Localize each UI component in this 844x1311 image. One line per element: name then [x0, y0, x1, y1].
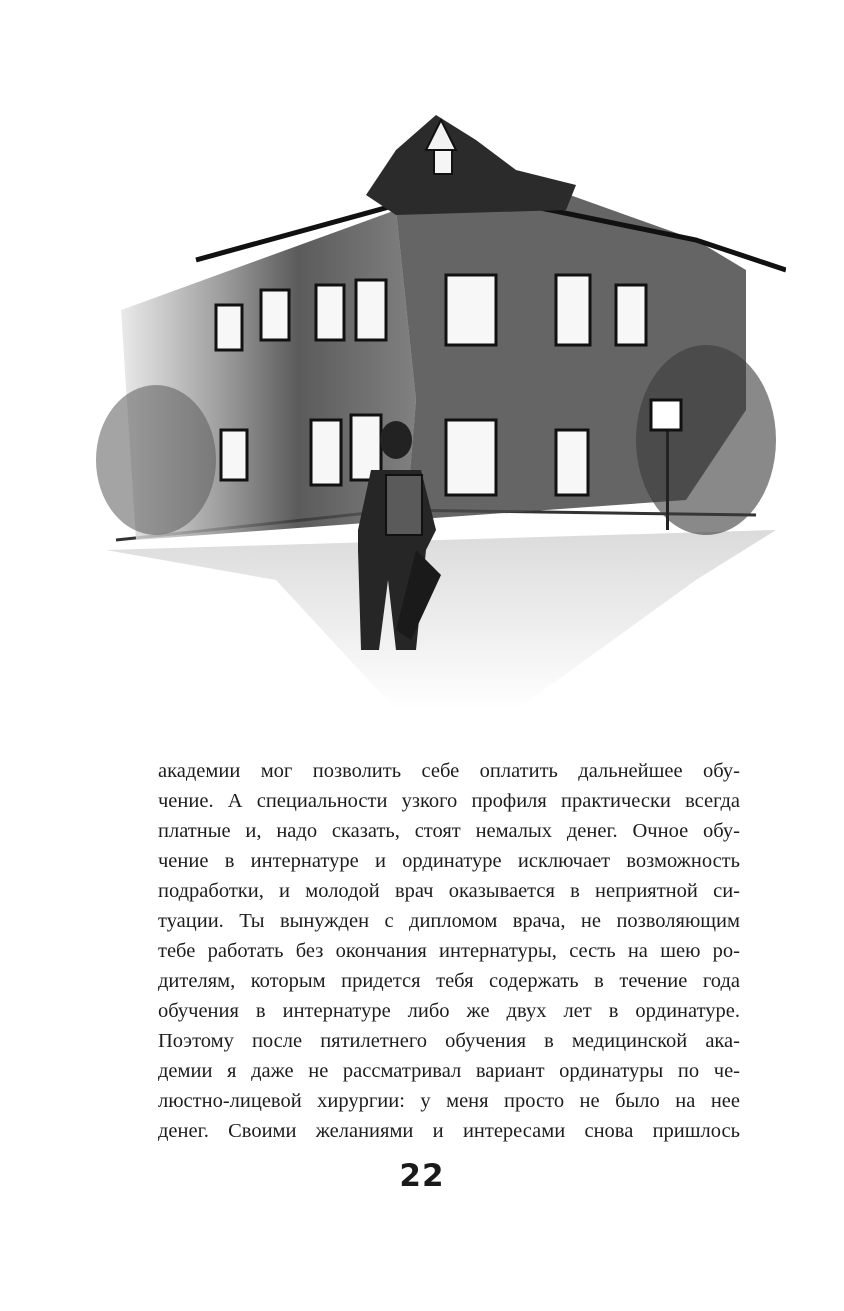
text-line: люстно-лицевой хирургии: у меня просто не было на нее: [158, 1090, 740, 1112]
text-line: тебе работать без окончания интернатуры, сесть на шею ро-: [158, 940, 740, 962]
building-sketch-illustration: [96, 110, 786, 710]
text-line: туации. Ты вынужден с дипломом врача, не позволяющим: [158, 910, 740, 932]
text-line: чение в интернатуре и ординатуре исключает возможность: [158, 850, 740, 872]
text-line: дителям, которым придется тебя содержать в течение года: [158, 970, 740, 992]
body-text: [158, 756, 740, 1146]
text-line: подработки, и молодой врач оказывается в неприятной си-: [158, 880, 740, 902]
text-line: обучения в интернатуре либо же двух лет в ординатуре.: [158, 1000, 740, 1022]
text-line: платные и, надо сказать, стоят немалых денег. Очное обу-: [158, 820, 740, 842]
text-line: академии мог позволить себе оплатить дальнейшее обу-: [158, 760, 740, 782]
text-line: демии я даже не рассматривал вариант ординатуры по че-: [158, 1060, 740, 1082]
text-line: Поэтому после пятилетнего обучения в медицинской ака-: [158, 1030, 740, 1052]
page-number: 22: [399, 1158, 445, 1194]
text-line: чение. А специальности узкого профиля практически всегда: [158, 790, 740, 812]
text-line: денег. Своими желаниями и интересами снова пришлось: [158, 1120, 740, 1142]
